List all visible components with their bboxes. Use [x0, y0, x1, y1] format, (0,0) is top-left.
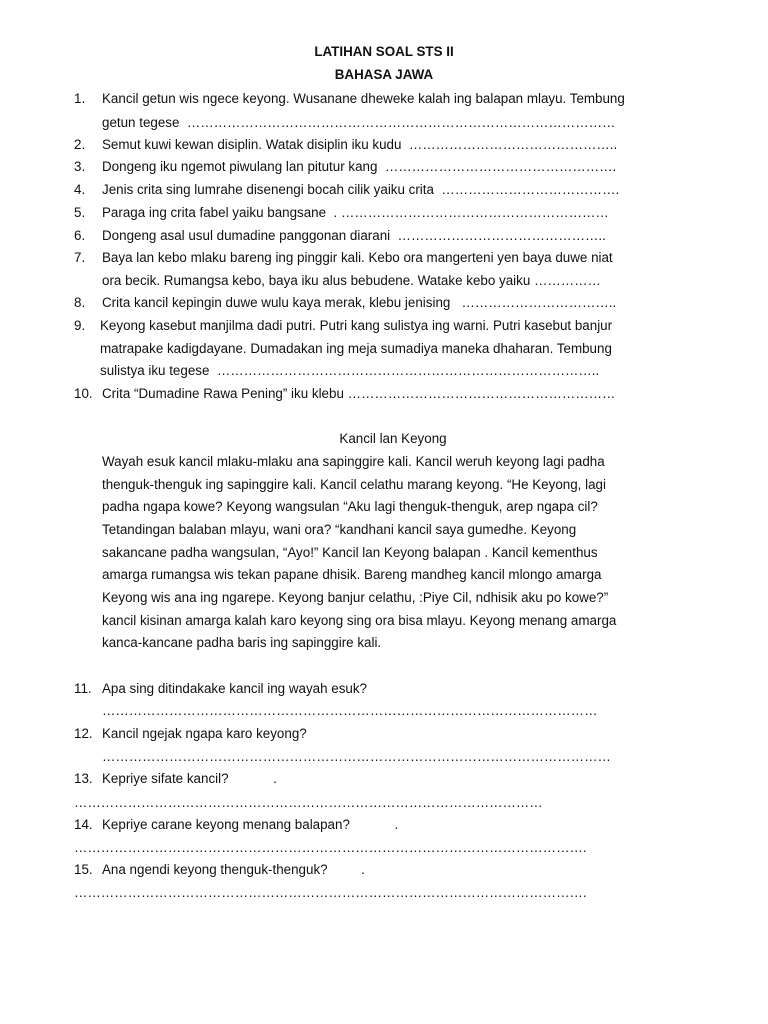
question-text: Ana ngendi keyong thenguk-thenguk? .	[102, 862, 365, 877]
question-text: Apa sing ditindakake kancil ing wayah esuk?	[102, 681, 368, 696]
story-line: amarga rumangsa wis tekan papane dhisik. Bareng mandheg kancil mlongo amarga	[102, 567, 602, 582]
question-text: Kepriye carane keyong menang balapan? .	[102, 817, 399, 832]
question-text: ora becik. Rumangsa kebo, baya iku alus bebudene. Watake kebo yaiku ……………	[102, 273, 601, 288]
question-text: Kancil getun wis ngece keyong. Wusanane dheweke kalah ing balapan mlayu. Tembung	[102, 91, 625, 106]
story-line: kancil kisinan amarga kalah karo keyong sing ora bisa mlayu. Keyong menang amarga	[102, 613, 617, 628]
question-text: Crita “Dumadine Rawa Pening” iku klebu ……………………………………………………	[102, 386, 616, 401]
page-subtitle: BAHASA JAWA	[334, 67, 434, 82]
question-text: Kepriye sifate kancil? .	[102, 771, 277, 786]
question-number: 15.	[74, 862, 93, 877]
question-number: 9.	[74, 318, 86, 333]
story-line: thenguk-thenguk ing sapinggire kali. Kancil celathu marang keyong. “He Keyong, lagi	[102, 477, 606, 492]
question-text: matrapake kadigdayane. Dumadakan ing meja sumadiya maneka dhaharan. Tembung	[100, 341, 612, 356]
page-title: LATIHAN SOAL STS II	[314, 44, 454, 59]
question-number: 14.	[74, 817, 93, 832]
question-number: 6.	[74, 228, 86, 243]
story-line: kanca-kancane padha baris ing sapinggire kali.	[102, 635, 382, 650]
question-text: Kancil ngejak ngapa karo keyong?	[102, 726, 307, 741]
question-number: 5.	[74, 205, 86, 220]
story-line: sakancane padha wangsulan, “Ayo!” Kancil lan Keyong balapan . Kancil kementhus	[102, 545, 598, 560]
question-number: 12.	[74, 726, 93, 741]
question-text: Dongeng asal usul dumadine panggonan diarani ………………………………………..	[102, 228, 606, 243]
question-text: Keyong kasebut manjilma dadi putri. Putri kang sulistya ing warni. Putri kasebut banjur	[100, 318, 613, 333]
story-line: Keyong wis ana ing ngarepe. Keyong banjur celathu, :Piye Cil, ndhisik aku po kowe?”	[102, 590, 609, 605]
story-line: Tetandingan balaban mlayu, wani ora? “kandhani kancil saya gumedhe. Keyong	[102, 522, 577, 537]
question-number: 4.	[74, 182, 86, 197]
question-number: 10.	[74, 386, 93, 401]
question-number: 11.	[74, 681, 92, 696]
question-text: sulistya iku tegese …………………………………………………………………………..	[100, 363, 600, 378]
answer-line: ……………………………………………………………………………………………………	[102, 749, 611, 764]
answer-line: ……………………………………………………………………………………………	[74, 795, 543, 810]
question-text: Semut kuwi kewan disiplin. Watak disiplin iku kudu ………………………………………..	[102, 137, 618, 152]
question-text: Jenis crita sing lumrahe disenengi bocah cilik yaiku crita ………………………………….	[102, 182, 620, 197]
answer-line: …………………………………………………………………………………………………….	[74, 885, 587, 900]
question-text: Dongeng iku ngemot piwulang lan pitutur kang …………………………………………….	[102, 159, 617, 174]
question-number: 2.	[74, 137, 86, 152]
story-line: padha ngapa kowe? Keyong wangsulan “Aku lagi thenguk-thenguk, arep ngapa cil?	[102, 499, 598, 514]
story-line: Wayah esuk kancil mlaku-mlaku ana sapinggire kali. Kancil weruh keyong lagi padha	[102, 454, 605, 469]
answer-line: …………………………………………………………………………………………………	[102, 703, 598, 718]
question-number: 3.	[74, 159, 86, 174]
question-text: getun tegese ……………………………………………………………………………………	[102, 115, 616, 130]
question-text: Paraga ing crita fabel yaiku bangsane . ……………………………………………………	[102, 205, 609, 220]
question-text: Crita kancil kepingin duwe wulu kaya merak, klebu jenising ……………………………..	[102, 295, 617, 310]
answer-line: …………………………………………………………………………………………………….	[74, 840, 587, 855]
story-title: Kancil lan Keyong	[339, 431, 447, 446]
question-number: 7.	[74, 250, 86, 265]
question-number: 1.	[74, 91, 86, 106]
question-number: 8.	[74, 295, 86, 310]
question-number: 13.	[74, 771, 93, 786]
question-text: Baya lan kebo mlaku bareng ing pinggir kali. Kebo ora mangerteni yen baya duwe niat	[102, 250, 613, 265]
